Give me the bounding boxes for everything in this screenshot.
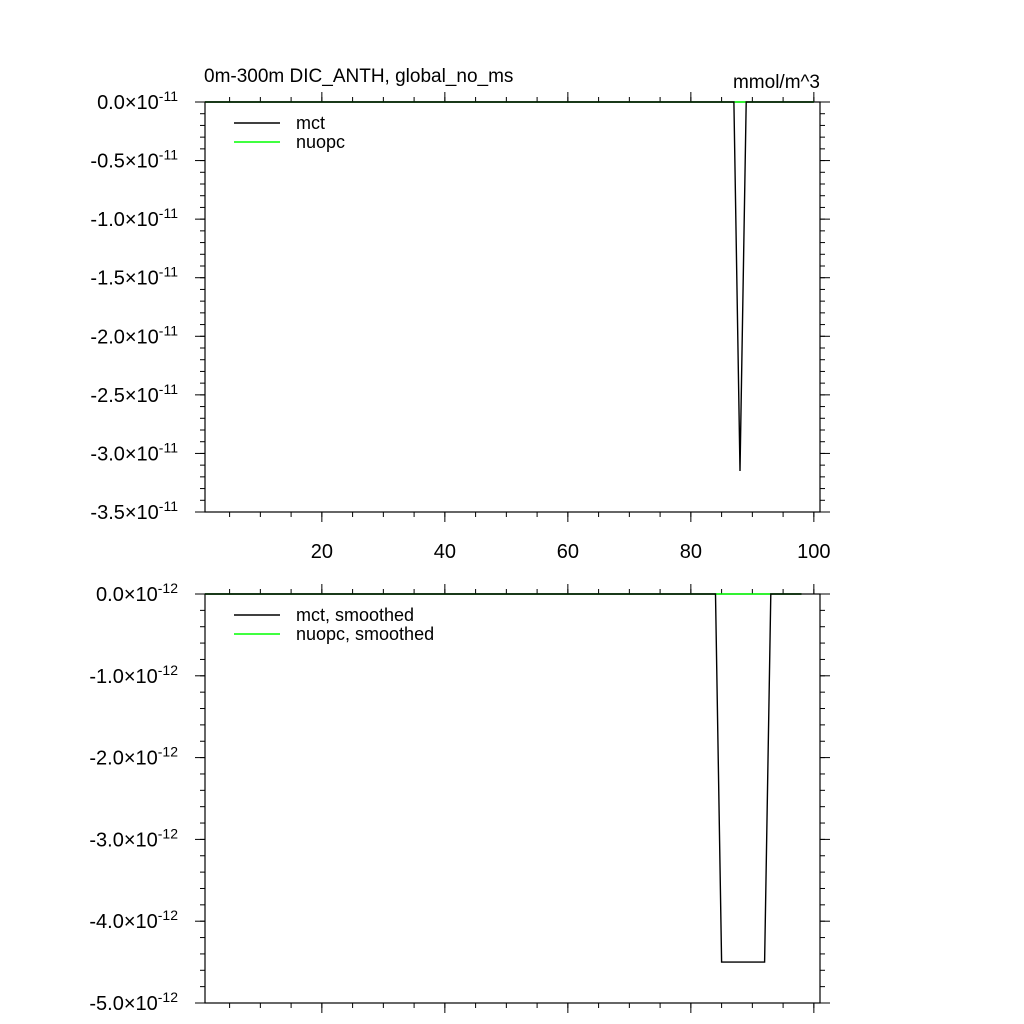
y-tick-label: $-5.0\times 10^{-12}$	[89, 989, 178, 1015]
y-tick-label: $-4.0\times 10^{-12}$	[89, 907, 178, 934]
series-line-mct	[205, 102, 814, 471]
y-tick-label: $-3.0\times 10^{-11}$	[90, 439, 178, 466]
plot-panel-2	[89, 580, 830, 1015]
legend-label: nuopc, smoothed	[296, 624, 435, 644]
y-tick-label: $-2.0\times 10^{-11}$	[90, 322, 178, 349]
x-tick-label: 80	[679, 541, 702, 563]
legend-label: nuopc	[296, 132, 346, 152]
chart-title: 0m-300m DIC_ANTH, global_no_ms	[204, 66, 514, 87]
plot-frame	[205, 102, 820, 512]
legend-label: mct	[296, 113, 325, 133]
y-tick-label: $-1.0\times 10^{-12}$	[89, 661, 178, 688]
y-tick-label: $-3.0\times 10^{-12}$	[89, 825, 178, 852]
x-tick-label: 60	[556, 541, 579, 563]
units-label: mmol/m^3	[732, 72, 820, 93]
y-tick-label: $-2.0\times 10^{-12}$	[89, 743, 178, 770]
y-tick-label: $0.0\times 10^{-11}$	[97, 88, 178, 114]
panels	[89, 88, 830, 1015]
series-line-mct-smoothed	[205, 594, 802, 962]
legend-label: mct, smoothed	[296, 605, 415, 625]
y-tick-label: $-3.5\times 10^{-11}$	[90, 498, 178, 524]
y-tick-label: $-2.5\times 10^{-11}$	[90, 380, 178, 407]
x-tick-label: 100	[797, 541, 831, 563]
plot-frame	[205, 594, 820, 1003]
x-tick-label: 20	[310, 541, 333, 563]
x-tick-label: 40	[433, 541, 456, 563]
plot-panel-1	[90, 88, 830, 563]
y-tick-label: $-0.5\times 10^{-11}$	[90, 146, 178, 173]
y-tick-label: $0.0\times 10^{-12}$	[96, 580, 178, 606]
y-tick-label: $-1.0\times 10^{-11}$	[90, 205, 178, 232]
y-tick-label: $-1.5\times 10^{-11}$	[90, 263, 178, 290]
